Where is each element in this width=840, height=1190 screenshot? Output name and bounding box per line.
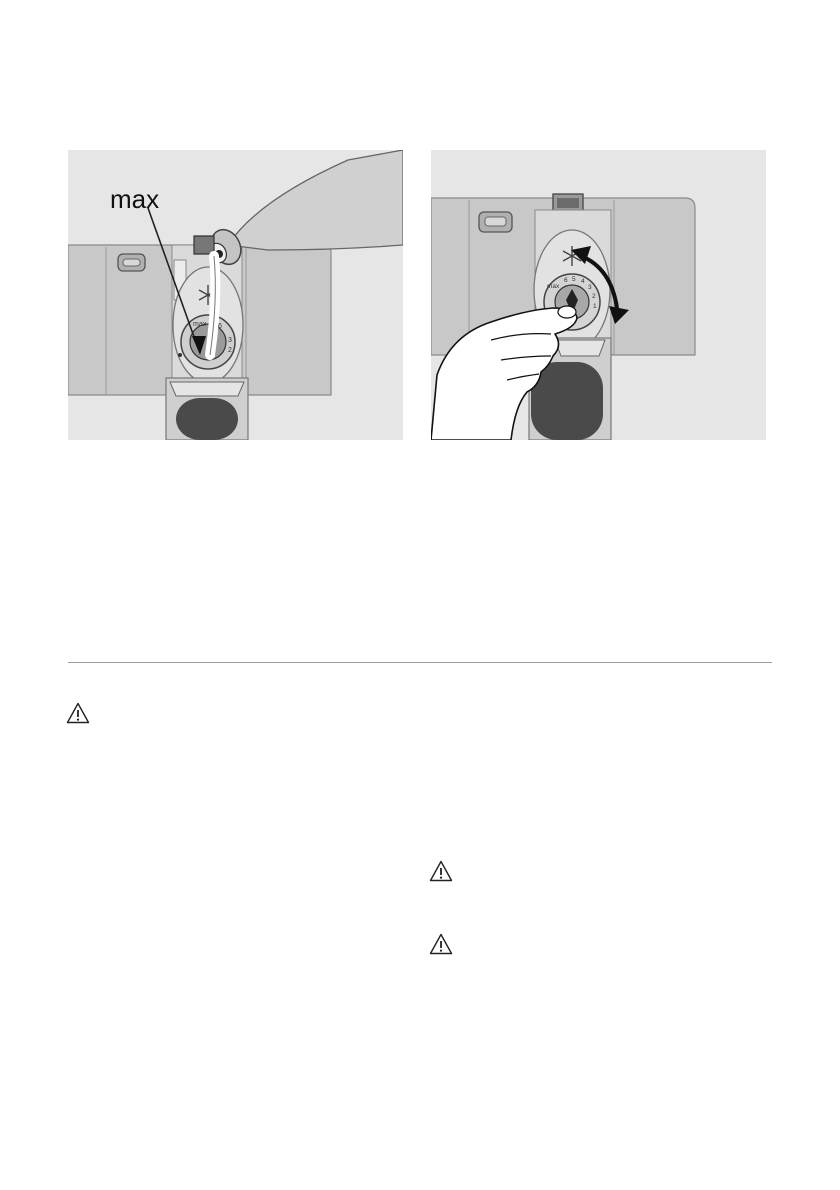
- warning-icon: [429, 860, 453, 882]
- svg-text:4: 4: [581, 278, 585, 285]
- svg-text:max: max: [547, 283, 560, 290]
- section-divider: [68, 662, 772, 663]
- figure-adjust-dosage-dial: [431, 150, 766, 440]
- svg-text:2: 2: [592, 293, 596, 300]
- rinse-aid-dial-adjust-illustration: [431, 150, 766, 440]
- warning-icon: [429, 933, 453, 955]
- svg-text:max: max: [193, 321, 207, 328]
- svg-text:6: 6: [564, 277, 568, 284]
- svg-text:5: 5: [572, 276, 576, 283]
- svg-text:1: 1: [593, 303, 597, 310]
- svg-text:6: 6: [218, 323, 222, 330]
- figure-fill-rinse-aid: [68, 150, 403, 440]
- svg-text:3: 3: [588, 284, 592, 291]
- svg-text:2: 2: [228, 347, 232, 354]
- max-callout-label: max: [110, 184, 160, 214]
- svg-text:3: 3: [228, 337, 232, 344]
- warning-icon: [66, 702, 90, 724]
